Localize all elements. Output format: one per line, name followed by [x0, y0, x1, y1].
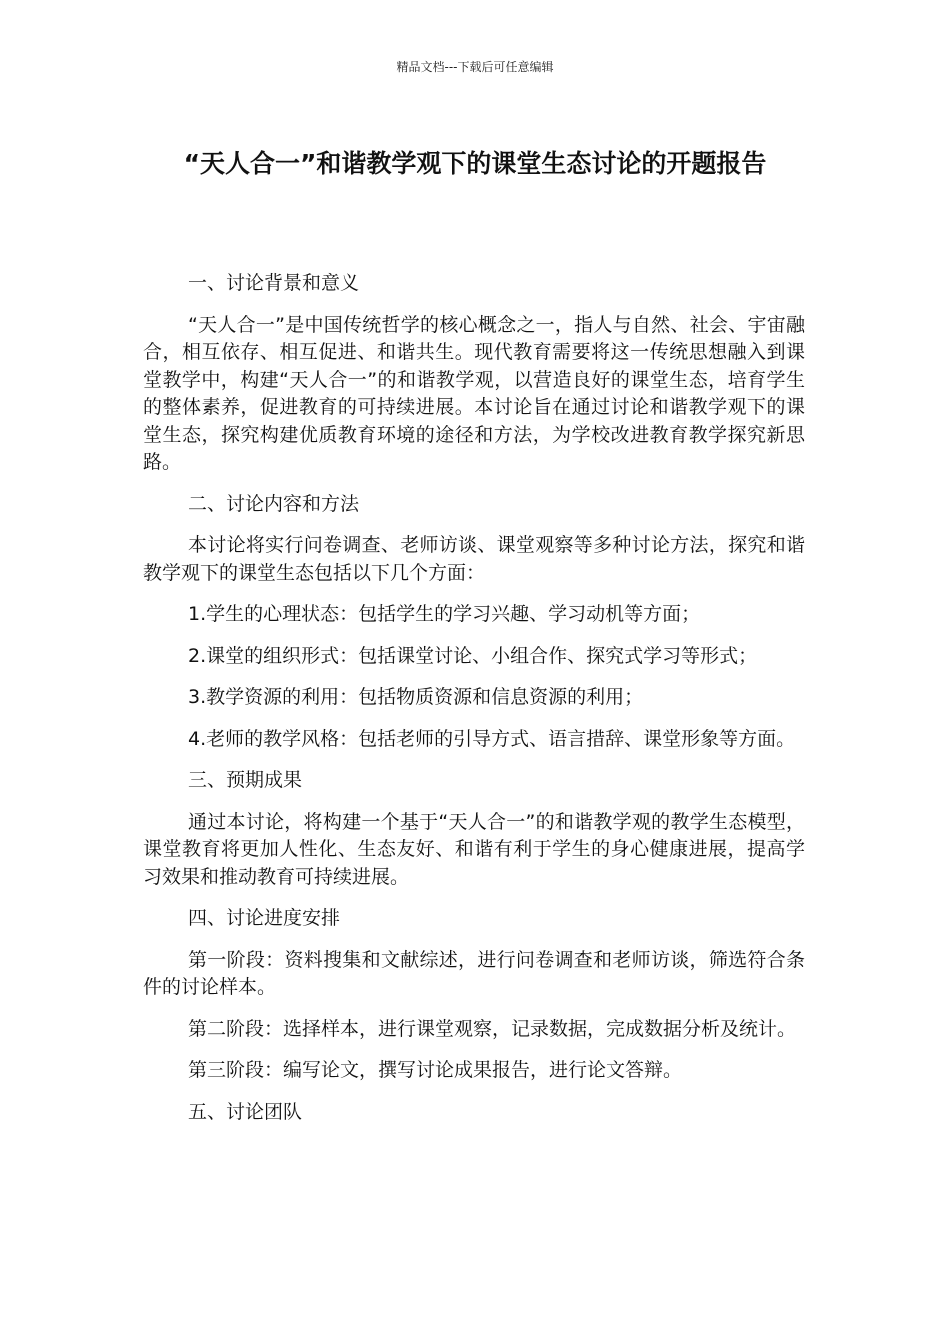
schedule-stage: 第二阶段：选择样本，进行课堂观察，记录数据，完成数据分析及统计。 — [188, 1017, 797, 1040]
section-heading-schedule: 四、讨论进度安排 — [188, 907, 341, 929]
section-heading-expected-results: 三、预期成果 — [188, 769, 303, 791]
section-heading-team: 五、讨论团队 — [188, 1100, 303, 1123]
list-item: 1.学生的心理状态：包括学生的学习兴趣、学习动机等方面； — [188, 603, 701, 625]
page-title: “天人合一”和谐教学观下的课堂生态讨论的开题报告 — [183, 149, 767, 178]
schedule-stage: 第三阶段：编写论文，撰写讨论成果报告，进行论文答辩。 — [188, 1059, 683, 1081]
paragraph-background: “天人合一”是中国传统哲学的核心概念之一，指人与自然、社会、宇宙融合，相互依存、相互促进、和谐共生。现代教育需要将这一传统思想融入到课堂教学中，构建“天人合一”的和谐教学观，以营造良好的课堂生态，培育学生的整体素养，促进教育的可持续进展。本讨论旨在通过讨论和谐教学观下的课堂生态，探究构建优质教育环境的途径和方法，为学校改进教育教学探究新思路。 — [143, 313, 805, 473]
section-heading-background: 一、讨论背景和意义 — [188, 272, 360, 294]
paragraph-expected-results: 通过本讨论，将构建一个基于“天人合一”的和谐教学观的教学生态模型，课堂教育将更加人性化、生态友好、和谐有利于学生的身心健康进展，提高学习效果和推动教育可持续进展。 — [143, 810, 805, 888]
section-heading-content-method: 二、讨论内容和方法 — [188, 492, 360, 515]
list-item: 2.课堂的组织形式：包括课堂讨论、小组合作、探究式学习等形式； — [188, 644, 758, 667]
list-item: 3.教学资源的利用：包括物质资源和信息资源的利用； — [188, 686, 644, 708]
paragraph-method: 本讨论将实行问卷调查、老师访谈、课堂观察等多种讨论方法，探究和谐教学观下的课堂生态包括以下几个方面： — [143, 534, 805, 584]
document-body — [143, 270, 805, 1140]
header-note: 精品文档---下载后可任意编辑 — [396, 60, 554, 74]
schedule-stage: 第一阶段：资料搜集和文献综述，进行问卷调查和老师访谈，筛选符合条件的讨论样本。 — [143, 948, 805, 998]
list-item: 4.老师的教学风格：包括老师的引导方式、语言措辞、课堂形象等方面。 — [188, 727, 796, 750]
